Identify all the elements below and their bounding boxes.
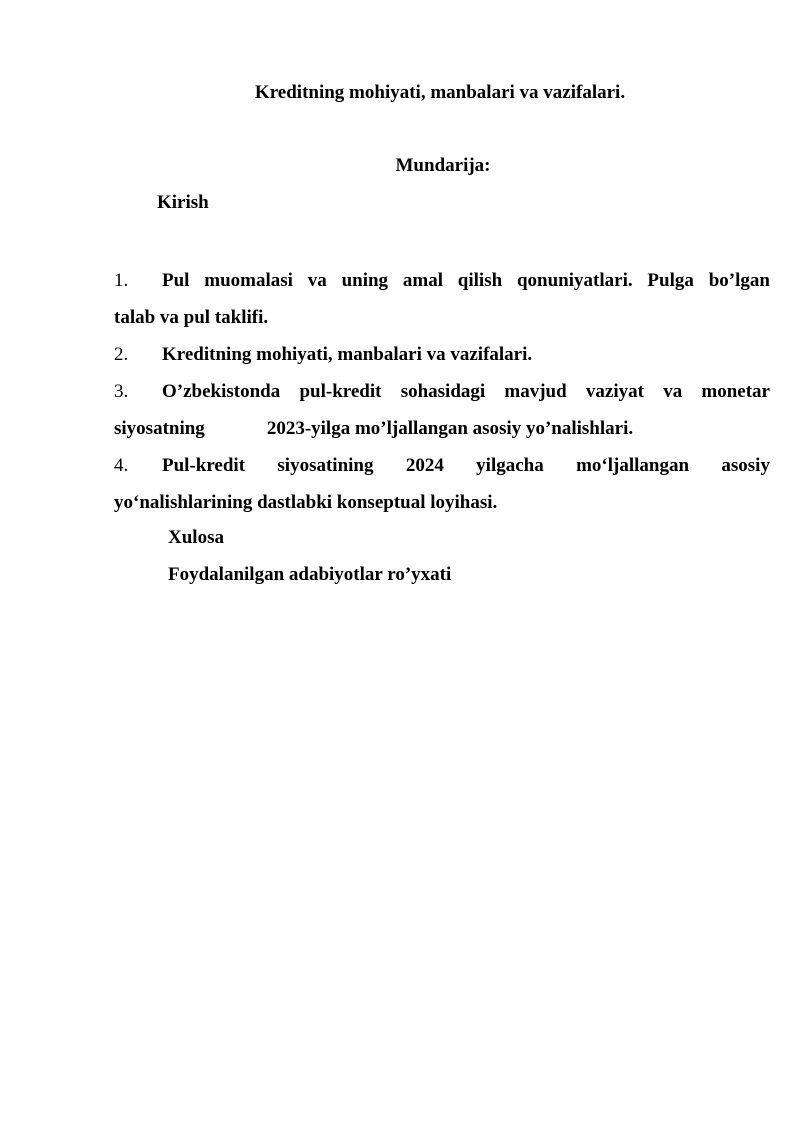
justified-word: 2024 [405, 455, 444, 476]
justified-word: va [307, 270, 327, 291]
toc-item-4 [114, 447, 770, 521]
toc-item-number: 3. [114, 381, 129, 402]
toc-item-2 [114, 336, 770, 373]
justified-word: asosiy [721, 455, 770, 476]
toc-item-3 [114, 373, 770, 447]
justified-word: mo‘ljallangan [576, 455, 690, 476]
document-title: Kreditning mohiyati, manbalari va vazifalari. [254, 82, 626, 103]
toc-item-text [162, 262, 770, 299]
toc-item-text [162, 447, 770, 484]
toc-conclusion: Xulosa [168, 527, 224, 548]
toc-item-number: 4. [114, 455, 129, 476]
justified-word: uning [341, 270, 389, 291]
justified-word: bo’lgan [708, 270, 770, 291]
toc-intro: Kirish [157, 192, 209, 213]
justified-word: monetar [701, 381, 770, 402]
toc-item-number: 1. [114, 270, 129, 291]
justified-word: yilgacha [476, 455, 544, 476]
toc-item-text [162, 373, 770, 410]
justified-word: muomalasi [204, 270, 293, 291]
justified-word: Pulga [647, 270, 694, 291]
toc-item-text-continued: talab va pul taklifi. [114, 307, 269, 328]
justified-word: Pul-kredit [162, 455, 246, 476]
toc-item-text-continued-b: 2023-yilga mo’ljallangan asosiy yo’nalishlari. [266, 418, 634, 439]
toc-heading: Mundarija: [395, 155, 491, 176]
justified-word: va [663, 381, 683, 402]
justified-word: vaziyat [585, 381, 644, 402]
toc-references: Foydalanilgan adabiyotlar ro’yxati [168, 564, 452, 585]
toc-item-text-continued: yo‘nalishlarining dastlabki konseptual loyihasi. [114, 492, 498, 513]
toc-item-text-continued-a: siyosatning [114, 418, 205, 439]
justified-word: O’zbekistonda [162, 381, 281, 402]
justified-word: siyosatining [277, 455, 374, 476]
justified-word: mavjud [504, 381, 567, 402]
justified-word: qilish [457, 270, 503, 291]
justified-word: pul-kredit [299, 381, 382, 402]
toc-item-text: Kreditning mohiyati, manbalari va vazifalari. [162, 344, 533, 365]
justified-word: amal [402, 270, 443, 291]
justified-word: Pul [162, 270, 190, 291]
justified-word: sohasidagi [400, 381, 486, 402]
toc-item-number: 2. [114, 344, 129, 365]
justified-word: qonuniyatlari. [516, 270, 633, 291]
toc-item-1 [114, 262, 770, 336]
